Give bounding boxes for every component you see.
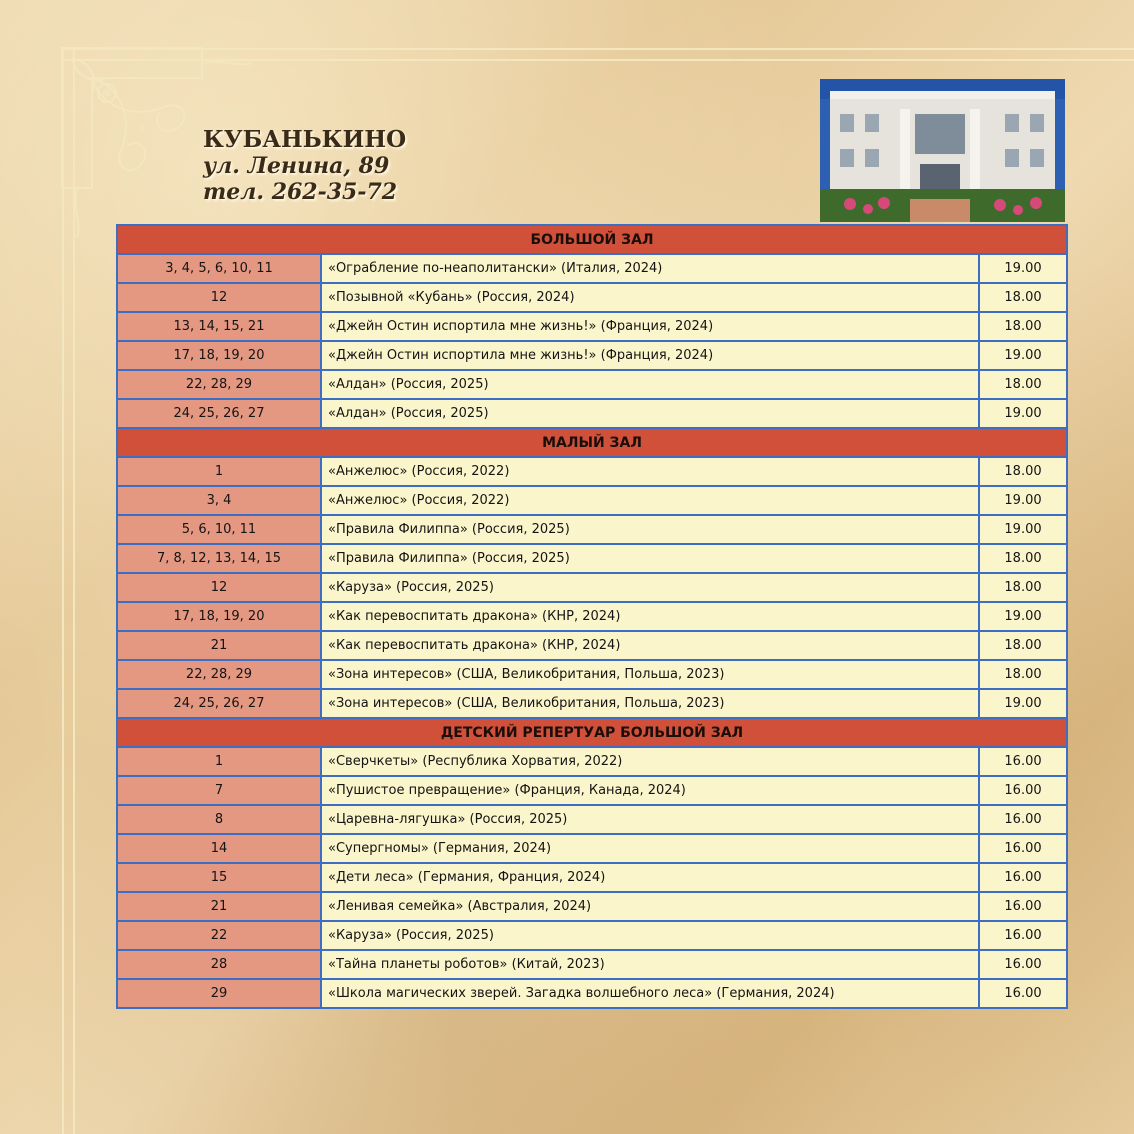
dates-cell: 3, 4, 5, 6, 10, 11 <box>117 254 321 283</box>
table-row <box>117 486 1067 515</box>
section-title: МАЛЫЙ ЗАЛ <box>117 428 1067 457</box>
table-row <box>117 863 1067 892</box>
dates-cell: 29 <box>117 979 321 1008</box>
table-row <box>117 950 1067 979</box>
dates-cell: 24, 25, 26, 27 <box>117 399 321 428</box>
film-cell: «Сверчкеты» (Республика Хорватия, 2022) <box>321 747 979 776</box>
dates-cell: 21 <box>117 892 321 921</box>
section-title: БОЛЬШОЙ ЗАЛ <box>117 225 1067 254</box>
time-cell: 16.00 <box>979 776 1067 805</box>
table-row <box>117 776 1067 805</box>
film-cell: «Джейн Остин испортила мне жизнь!» (Франция, 2024) <box>321 341 979 370</box>
dates-cell: 15 <box>117 863 321 892</box>
dates-cell: 12 <box>117 283 321 312</box>
table-row <box>117 689 1067 718</box>
table-row <box>117 399 1067 428</box>
time-cell: 18.00 <box>979 631 1067 660</box>
dates-cell: 8 <box>117 805 321 834</box>
section-header-row <box>117 225 1067 254</box>
table-row <box>117 544 1067 573</box>
dates-cell: 28 <box>117 950 321 979</box>
film-cell: «Как перевоспитать дракона» (КНР, 2024) <box>321 631 979 660</box>
table-row <box>117 341 1067 370</box>
time-cell: 18.00 <box>979 660 1067 689</box>
table-row <box>117 515 1067 544</box>
dates-cell: 17, 18, 19, 20 <box>117 341 321 370</box>
table-row <box>117 254 1067 283</box>
film-cell: «Джейн Остин испортила мне жизнь!» (Франция, 2024) <box>321 312 979 341</box>
time-cell: 18.00 <box>979 573 1067 602</box>
dates-cell: 5, 6, 10, 11 <box>117 515 321 544</box>
time-cell: 16.00 <box>979 863 1067 892</box>
film-cell: «Ограбление по-неаполитански» (Италия, 2024) <box>321 254 979 283</box>
dates-cell: 7, 8, 12, 13, 14, 15 <box>117 544 321 573</box>
dates-cell: 14 <box>117 834 321 863</box>
time-cell: 19.00 <box>979 399 1067 428</box>
dates-cell: 22, 28, 29 <box>117 370 321 399</box>
table-row <box>117 573 1067 602</box>
film-cell: «Зона интересов» (США, Великобритания, Польша, 2023) <box>321 660 979 689</box>
schedule-table <box>116 224 1068 1009</box>
cinema-phone: тел. 262-35-72 <box>203 179 398 205</box>
table-row <box>117 312 1067 341</box>
dates-cell: 1 <box>117 747 321 776</box>
table-row <box>117 805 1067 834</box>
film-cell: «Правила Филиппа» (Россия, 2025) <box>321 515 979 544</box>
table-row <box>117 834 1067 863</box>
time-cell: 16.00 <box>979 921 1067 950</box>
table-row <box>117 747 1067 776</box>
cinema-address: ул. Ленина, 89 <box>203 153 390 179</box>
film-cell: «Каруза» (Россия, 2025) <box>321 573 979 602</box>
time-cell: 16.00 <box>979 892 1067 921</box>
film-cell: «Супергномы» (Германия, 2024) <box>321 834 979 863</box>
section-header-row <box>117 718 1067 747</box>
time-cell: 16.00 <box>979 834 1067 863</box>
film-cell: «Анжелюс» (Россия, 2022) <box>321 457 979 486</box>
film-cell: «Алдан» (Россия, 2025) <box>321 370 979 399</box>
time-cell: 19.00 <box>979 341 1067 370</box>
table-row <box>117 283 1067 312</box>
time-cell: 19.00 <box>979 515 1067 544</box>
time-cell: 19.00 <box>979 689 1067 718</box>
film-cell: «Как перевоспитать дракона» (КНР, 2024) <box>321 602 979 631</box>
film-cell: «Анжелюс» (Россия, 2022) <box>321 486 979 515</box>
table-row <box>117 921 1067 950</box>
film-cell: «Школа магических зверей. Загадка волшебного леса» (Германия, 2024) <box>321 979 979 1008</box>
table-row <box>117 631 1067 660</box>
time-cell: 16.00 <box>979 747 1067 776</box>
film-cell: «Правила Филиппа» (Россия, 2025) <box>321 544 979 573</box>
film-cell: «Позывной «Кубань» (Россия, 2024) <box>321 283 979 312</box>
time-cell: 18.00 <box>979 312 1067 341</box>
film-cell: «Пушистое превращение» (Франция, Канада, 2024) <box>321 776 979 805</box>
cinema-name: КУБАНЬКИНО <box>203 126 407 153</box>
table-row <box>117 979 1067 1008</box>
time-cell: 19.00 <box>979 254 1067 283</box>
table-row <box>117 457 1067 486</box>
table-row <box>117 660 1067 689</box>
dates-cell: 24, 25, 26, 27 <box>117 689 321 718</box>
section-header-row <box>117 428 1067 457</box>
time-cell: 19.00 <box>979 602 1067 631</box>
time-cell: 16.00 <box>979 950 1067 979</box>
time-cell: 18.00 <box>979 283 1067 312</box>
dates-cell: 22, 28, 29 <box>117 660 321 689</box>
table-row <box>117 892 1067 921</box>
dates-cell: 3, 4 <box>117 486 321 515</box>
film-cell: «Алдан» (Россия, 2025) <box>321 399 979 428</box>
table-row <box>117 370 1067 399</box>
time-cell: 16.00 <box>979 979 1067 1008</box>
film-cell: «Царевна-лягушка» (Россия, 2025) <box>321 805 979 834</box>
film-cell: «Тайна планеты роботов» (Китай, 2023) <box>321 950 979 979</box>
dates-cell: 1 <box>117 457 321 486</box>
dates-cell: 7 <box>117 776 321 805</box>
film-cell: «Зона интересов» (США, Великобритания, Польша, 2023) <box>321 689 979 718</box>
time-cell: 18.00 <box>979 370 1067 399</box>
dates-cell: 21 <box>117 631 321 660</box>
time-cell: 18.00 <box>979 457 1067 486</box>
film-cell: «Каруза» (Россия, 2025) <box>321 921 979 950</box>
time-cell: 16.00 <box>979 805 1067 834</box>
cinema-building-photo <box>820 79 1065 222</box>
dates-cell: 13, 14, 15, 21 <box>117 312 321 341</box>
table-row <box>117 602 1067 631</box>
cinema-header <box>203 127 406 205</box>
time-cell: 18.00 <box>979 544 1067 573</box>
dates-cell: 12 <box>117 573 321 602</box>
section-title: ДЕТСКИЙ РЕПЕРТУАР БОЛЬШОЙ ЗАЛ <box>117 718 1067 747</box>
film-cell: «Дети леса» (Германия, Франция, 2024) <box>321 863 979 892</box>
time-cell: 19.00 <box>979 486 1067 515</box>
dates-cell: 17, 18, 19, 20 <box>117 602 321 631</box>
film-cell: «Ленивая семейка» (Австралия, 2024) <box>321 892 979 921</box>
dates-cell: 22 <box>117 921 321 950</box>
